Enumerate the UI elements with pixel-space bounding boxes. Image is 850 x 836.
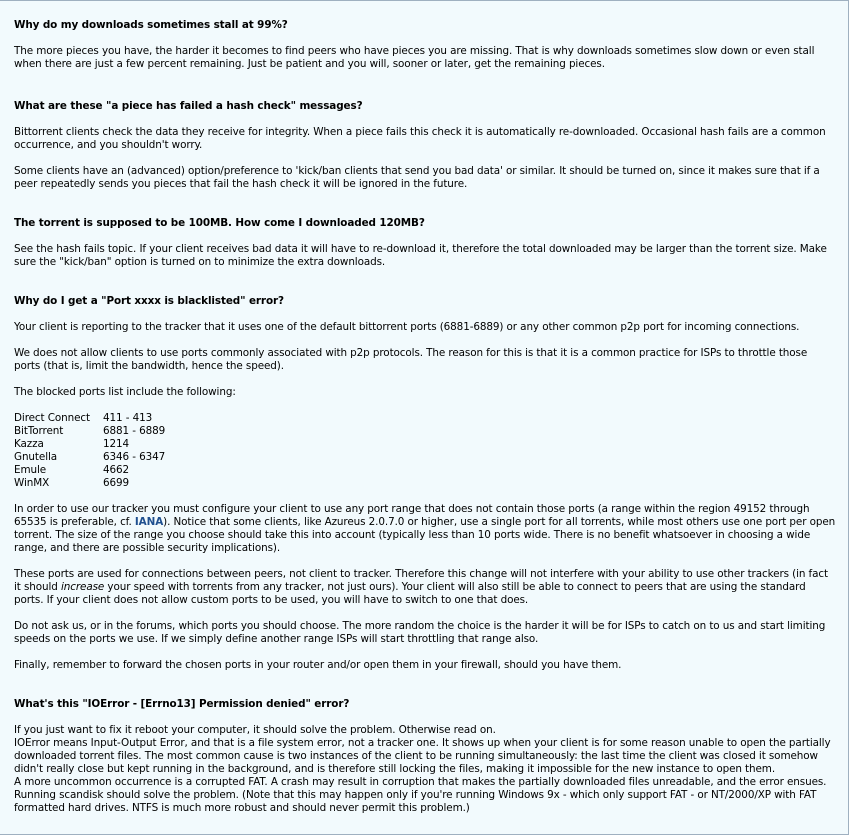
faq-answer: We does not allow clients to use ports commonly associated with p2p protocols. The reason for this is that it is a common practice for ISPs to throttle those ports (that is, limit the bandwidth, hence the speed). (14, 347, 808, 372)
answer-line: If you just want to fix it reboot your computer, it should solve the problem. Otherwise read on. (14, 724, 496, 736)
faq-question: What's this "IOError - [Errno13] Permission denied" error? (14, 698, 350, 710)
table-row (14, 477, 165, 490)
table-row (14, 451, 165, 464)
faq-answer (14, 503, 836, 555)
port-app-name: WinMX (14, 477, 50, 489)
faq-answer: The more pieces you have, the harder it becomes to find peers who have pieces you are missing. That is why downloads sometimes slow down or even stall when there are just a few percent remaining. Just be patient and you will, sooner or later, get the remaining pieces. (14, 45, 815, 70)
faq-answer (14, 724, 836, 815)
table-row (14, 464, 165, 477)
port-app-name: Kazza (14, 438, 44, 450)
port-range: 6881 - 6889 (103, 425, 166, 437)
faq-section-port (14, 295, 836, 672)
port-app-name: Direct Connect (14, 412, 90, 424)
port-range: 411 - 413 (103, 412, 153, 424)
faq-section-size (14, 217, 836, 269)
blocked-ports-table (14, 412, 165, 490)
faq-answer: Bittorrent clients check the data they receive for integrity. When a piece fails this check it is automatically re-downloaded. Occasional hash fails are a common occurrence, and you shouldn't worry. (14, 126, 826, 151)
faq-answer: Your client is reporting to the tracker that it uses one of the default bittorrent ports (6881-6889) or any other common p2p port for incoming connections. (14, 321, 800, 333)
faq-question: What are these "a piece has failed a hash check" messages? (14, 100, 363, 112)
port-app-name: BitTorrent (14, 425, 64, 437)
answer-line: IOError means Input-Output Error, and that is a file system error, not a tracker one. It shows up when your client is for some reason unable to open the partially downloaded torrent files. The most common cause is two instances of the client to be running simultaneously: the last time the client was closed it somehow didn't really close but kept running in the background, and is therefore still locking the files, making it impossible for the new instance to open them. (14, 737, 831, 775)
faq-content (0, 1, 848, 815)
port-range: 4662 (103, 464, 130, 476)
emphasis-text: increase (61, 581, 105, 593)
answer-text: These ports are used for connections between peers, not client to tracker. Therefore this change will not interfere with your ability to use other trackers (in fact it should (14, 568, 828, 593)
faq-section-stall (14, 19, 836, 71)
faq-answer: Finally, remember to forward the chosen ports in your router and/or open them in your firewall, should you have them. (14, 659, 622, 671)
faq-section-hash (14, 100, 836, 191)
port-range: 6699 (103, 477, 130, 489)
answer-line: A more uncommon occurrence is a corrupted FAT. A crash may result in corruption that makes the partially downloaded files unreadable, and the error ensues. Running scandisk should solve the problem. (Note that this may happen only if you're running Windows 9x - which only support FAT - or NT/2000/XP with FAT formatted hard drives. NTFS is much more robust and should never permit this problem.) (14, 776, 827, 814)
answer-text: ). Notice that some clients, like Azureus 2.0.7.0 or higher, use a single port for all torrents, while most others use one port per open torrent. The size of the range you choose should take this into account (typically less than 10 ports wide. There is no benefit whatsoever in choosing a wide range, and there are possible security implications). (14, 516, 836, 554)
table-row (14, 438, 165, 451)
port-range: 6346 - 6347 (103, 451, 166, 463)
port-app-name: Gnutella (14, 451, 58, 463)
faq-answer: See the hash fails topic. If your client receives bad data it will have to re-download it, therefore the total downloaded may be larger than the torrent size. Make sure the "kick/ban" option is turned on to minimize the extra downloads. (14, 243, 827, 268)
faq-question: The torrent is supposed to be 100MB. How come I downloaded 120MB? (14, 217, 425, 229)
faq-answer: Some clients have an (advanced) option/preference to 'kick/ban clients that send you bad data' or similar. It should be turned on, since it makes sure that if a peer repeatedly sends you pieces that fail the hash check it will be ignored in the future. (14, 165, 820, 190)
table-row (14, 412, 165, 425)
iana-link[interactable]: IANA (134, 516, 164, 528)
faq-answer: The blocked ports list include the following: (14, 386, 236, 398)
faq-section-ioerror (14, 698, 836, 815)
port-app-name: Emule (14, 464, 47, 476)
answer-text: In order to use our tracker you must configure your client to use any port range that does not contain those ports (a range within the region 49152 through 65535 is preferable, cf. (14, 503, 810, 528)
port-range: 1214 (103, 438, 130, 450)
faq-answer: Do not ask us, or in the forums, which ports you should choose. The more random the choice is the harder it will be for ISPs to catch on to us and start limiting speeds on the ports we use. If we simply define another range ISPs will start throttling that range also. (14, 620, 826, 645)
table-row (14, 425, 165, 438)
faq-question: Why do my downloads sometimes stall at 99%? (14, 19, 288, 31)
faq-answer (14, 568, 836, 607)
answer-text: your speed with torrents from any tracker, not just ours). Your client will also still be able to connect to peers that are using the standard ports. If your client does not allow custom ports to be used, you will have to switch to one that does. (14, 581, 806, 606)
faq-question: Why do I get a "Port xxxx is blacklisted" error? (14, 295, 284, 307)
